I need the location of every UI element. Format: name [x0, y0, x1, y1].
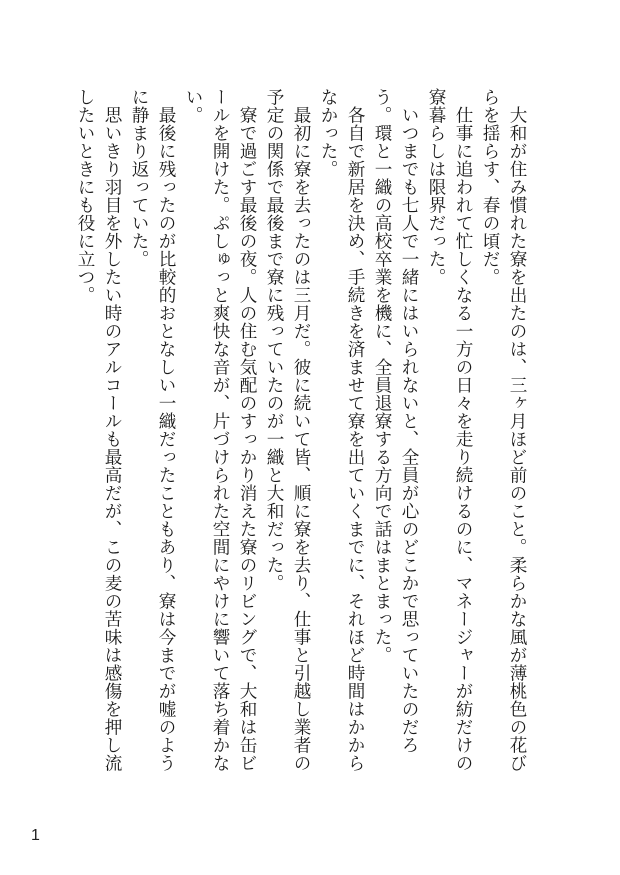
paragraph-5: 最初に寮を去ったのは三月だ。彼に続いて皆、順に寮を去り、仕事と引越し業者の予定の関係で最後まで寮に残っていたのが一織と大和だった。	[264, 88, 311, 772]
paragraph-2: 仕事に追われて忙しくなる一方の日々を走り続けるのに、マネージャーが紡だけの寮暮らしは限界だった。	[426, 88, 473, 772]
page-number: 1	[31, 827, 40, 844]
paragraph-1: 大和が住み慣れた寮を出たのは、三ヶ月ほど前のこと。柔らかな風が薄桃色の花びらを揺らす、春の頃だ。	[480, 88, 527, 772]
paragraph-4: 各自で新居を決め、手続きを済ませて寮を出ていくまでに、それほど時間はかからなかった。	[318, 88, 365, 772]
paragraph-7: 最後に残ったのが比較的おとなしい一織だったこともあり、寮は今までが嘘のように静まり返っていた。	[129, 88, 176, 772]
vertical-text-body	[71, 88, 530, 788]
paragraph-3: いつまでも七人で一緒にはいられないと、全員が心のどこかで思っていたのだろう。環と一織の高校卒業を機に、全員退寮する方向で話はまとまった。	[372, 88, 419, 754]
paragraph-6: 寮で過ごす最後の夜。人の住む気配のすっかり消えた寮のリビングで、大和は缶ビールを開けた。ぷしゅっと爽快な音が、片づけられた空間にやけに響いて落ち着かない。	[183, 88, 257, 772]
paragraph-8: 思いきり羽目を外したい時のアルコールも最高だが、この麦の苦味は感傷を押し流したいときにも役に立つ。	[75, 88, 122, 772]
